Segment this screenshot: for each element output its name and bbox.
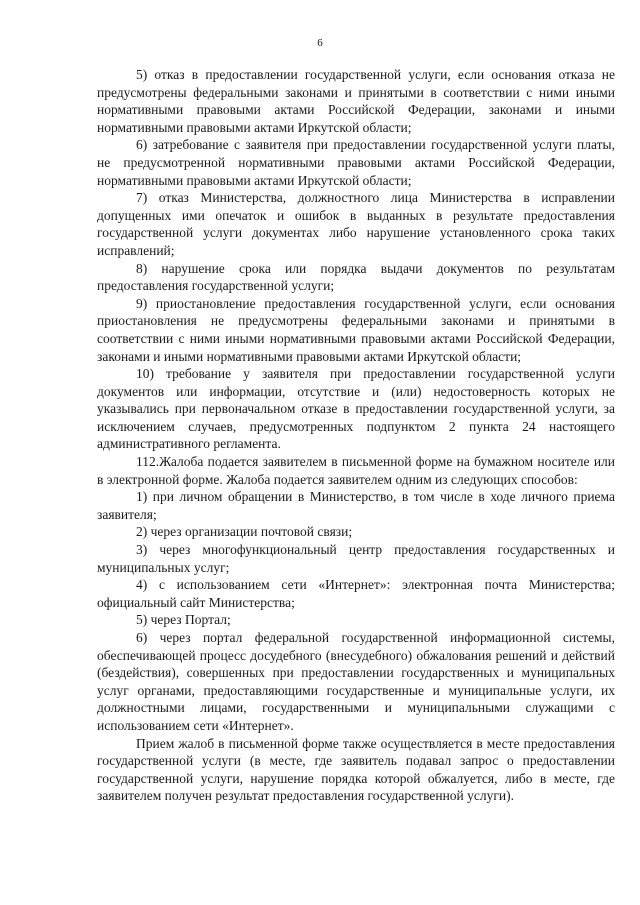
paragraph-item-9-suspension: 9) приостановление предоставления государственной услуги, если основания приостановления не предусмотрены федеральными законами и принятыми в соответствии с ними иными нормативными правовыми актами Российской Федерации, законами и иными нормативными правовыми актами Иркутской области; [97, 295, 615, 364]
paragraph-method-4-internet: 4) с использованием сети «Интернет»: электронная почта Министерства; официальный сайт Министерства; [97, 577, 615, 610]
paragraph-item-5-refusal: 5) отказ в предоставлении государственной услуги, если основания отказа не предусмотрены федеральными законами и принятыми в соответствии с ними иными нормативными правовыми актами Российской Федерации, законами и иными нормативными правовыми актами Иркутской области; [97, 67, 615, 135]
paragraph-method-6-federal-portal: 6) через портал федеральной государственной информационной системы, обеспечивающей процесс досудебного (внесудебного) обжалования решений и действий (бездействия), совершенных при предоставлении государственных и муниципальных услуг органами, предоставляющими государственные и муниципальные услуги, их должностными лицами, государственными и муниципальными служащими с использованием сети «Интернет». [97, 630, 615, 733]
paragraph-method-2-postal: 2) через организации почтовой связи; [136, 524, 353, 540]
paragraph-method-1-personal: 1) при личном обращении в Министерство, в том числе в ходе личного приема заявителя; [97, 489, 615, 522]
paragraph-item-6-fee: 6) затребование с заявителя при предоставлении государственной услуги платы, не предусмотренной нормативными правовыми актами Российской Федерации, нормативными правовыми актами Иркутской области; [97, 137, 615, 188]
paragraph-item-8-deadline: 8) нарушение срока или порядка выдачи документов по результатам предоставления государственной услуги; [97, 260, 615, 294]
paragraph-item-10-documents: 10) требование у заявителя при предоставлении государственной услуги документов или информации, отсутствие и (или) недостоверность которых не указывались при первоначальном отказе в предоставлении государственной услуги, за исключением случаев, предусмотренных подпунктом 2 пункта 24 настоящего административного регламента. [97, 366, 615, 452]
paragraph-clause-112: 112.Жалоба подается заявителем в письменной форме на бумажном носителе или в электронной форме. Жалоба подается заявителем одним из следующих способов: [97, 454, 615, 487]
paragraph-item-7-corrections: 7) отказ Министерства, должностного лица Министерства в исправлении допущенных ими опечаток и ошибок в выданных в результате предоставления государственной услуги документах либо нарушение установленного срока таких исправлений; [97, 190, 615, 258]
paragraph-method-3-mfc: 3) через многофункциональный центр предоставления государственных и муниципальных услуг; [97, 542, 615, 575]
page-number: 6 [317, 37, 323, 49]
document-body [97, 66, 615, 805]
paragraph-written-complaints: Прием жалоб в письменной форме также осуществляется в месте предоставления государственной услуги (в месте, где заявитель подавал запрос о предоставлении государственной услуги, нарушение порядка которой обжалуется, либо в месте, где заявителем получен результат предоставления государственной услуги). [97, 735, 615, 804]
paragraph-method-5-portal: 5) через Портал; [136, 612, 231, 628]
